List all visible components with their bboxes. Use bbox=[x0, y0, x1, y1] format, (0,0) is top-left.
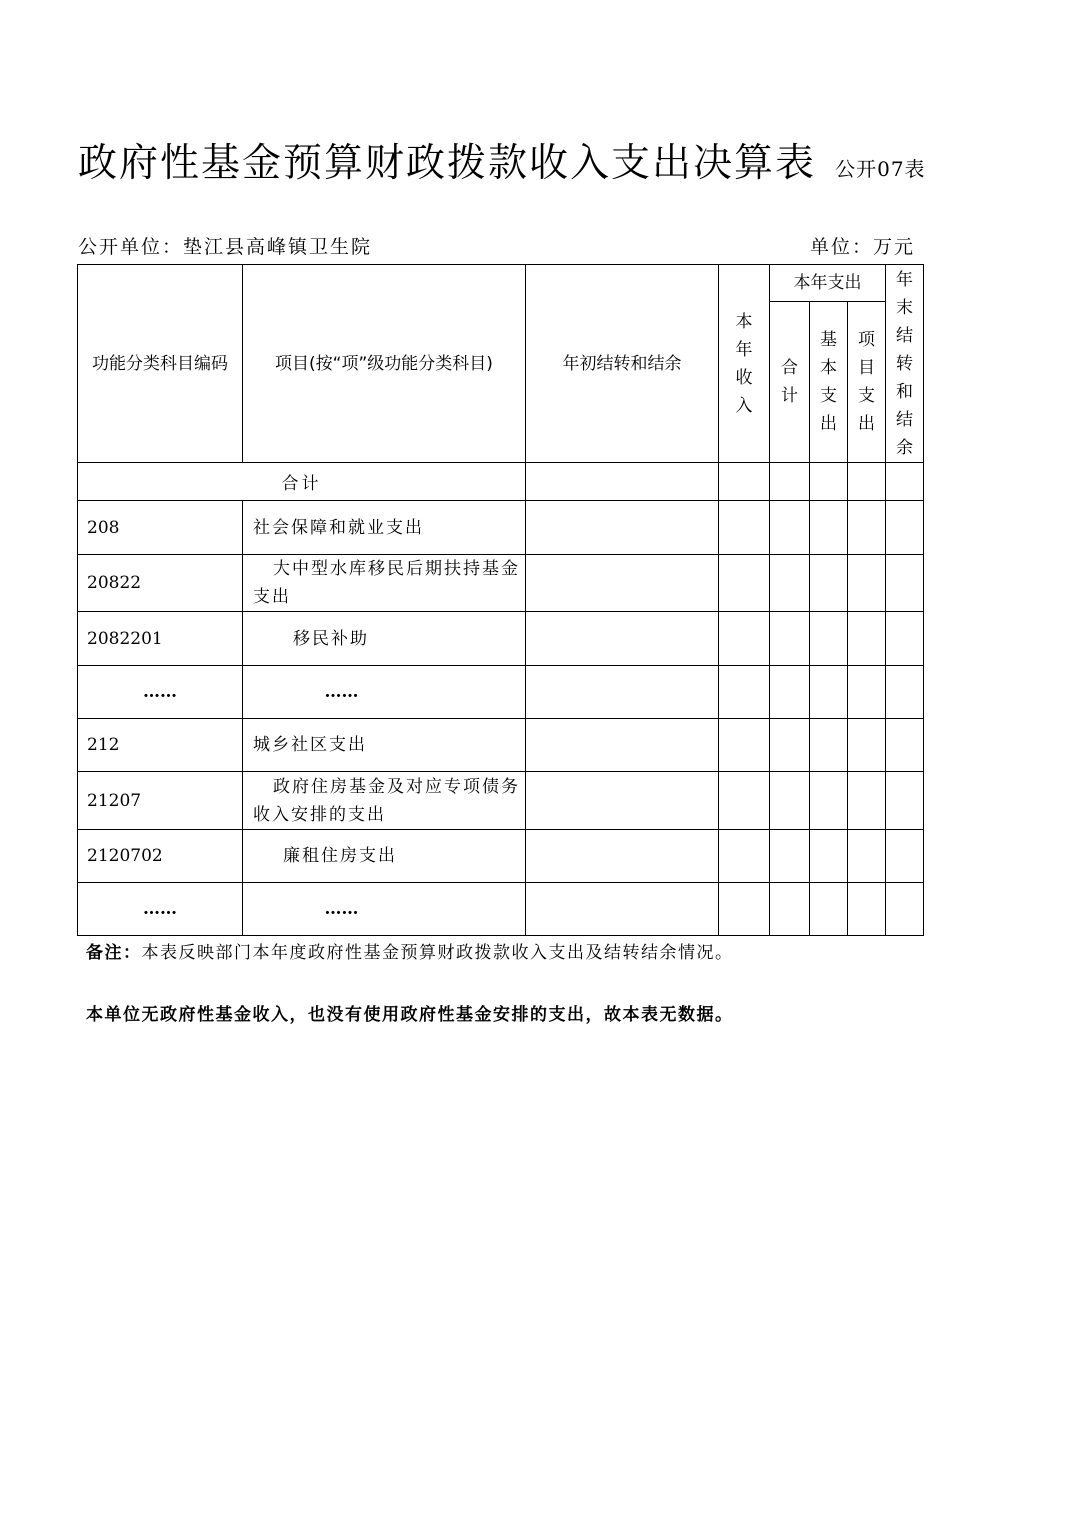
cell bbox=[526, 612, 719, 666]
cell bbox=[886, 463, 924, 501]
cell bbox=[719, 501, 770, 555]
header-expense-group: 本年支出 bbox=[770, 265, 886, 302]
row-item: …… bbox=[243, 883, 526, 936]
cell bbox=[848, 883, 886, 936]
cell bbox=[810, 830, 848, 883]
cell bbox=[848, 830, 886, 883]
cell bbox=[719, 830, 770, 883]
cell bbox=[770, 501, 810, 555]
header-closing-balance: 年 末 结 转 和 结 余 bbox=[886, 265, 924, 463]
cell bbox=[810, 501, 848, 555]
cell bbox=[886, 501, 924, 555]
no-data-statement: 本单位无政府性基金收入，也没有使用政府性基金安排的支出，故本表无数据。 bbox=[86, 1005, 734, 1025]
cell bbox=[770, 612, 810, 666]
row-item: 廉租住房支出 bbox=[243, 830, 526, 883]
header-code: 功能分类科目编码 bbox=[78, 265, 243, 463]
row-item: 社会保障和就业支出 bbox=[243, 501, 526, 555]
cell bbox=[526, 463, 719, 501]
row-code: 2120702 bbox=[78, 830, 243, 883]
cell bbox=[886, 830, 924, 883]
header-item: 项目(按“项”级功能分类科目) bbox=[243, 265, 526, 463]
cell bbox=[886, 555, 924, 612]
cell bbox=[848, 719, 886, 772]
form-number: 公开07表 bbox=[835, 157, 926, 181]
note-label: 备注： bbox=[86, 943, 142, 963]
cell bbox=[810, 555, 848, 612]
cell bbox=[810, 719, 848, 772]
cell bbox=[848, 463, 886, 501]
cell bbox=[848, 501, 886, 555]
table-note bbox=[86, 940, 756, 967]
cell bbox=[526, 830, 719, 883]
cell bbox=[848, 666, 886, 719]
cell bbox=[526, 772, 719, 830]
cell bbox=[526, 719, 719, 772]
table-row bbox=[78, 666, 924, 719]
table-row bbox=[78, 830, 924, 883]
total-row bbox=[78, 463, 924, 501]
header-expense-project: 项 目 支 出 bbox=[848, 302, 886, 463]
row-item: 城乡社区支出 bbox=[243, 719, 526, 772]
cell bbox=[848, 555, 886, 612]
cell bbox=[886, 666, 924, 719]
table-row bbox=[78, 719, 924, 772]
note-text: 本表反映部门本年度政府性基金预算财政拨款收入支出及结转结余情况。 bbox=[141, 943, 734, 963]
cell bbox=[810, 883, 848, 936]
cell bbox=[848, 772, 886, 830]
cell bbox=[810, 666, 848, 719]
header-expense-basic: 基 本 支 出 bbox=[810, 302, 848, 463]
cell bbox=[526, 501, 719, 555]
cell bbox=[770, 772, 810, 830]
header-income: 本 年 收 入 bbox=[719, 265, 770, 463]
cell bbox=[526, 555, 719, 612]
cell bbox=[719, 463, 770, 501]
row-item: 政府住房基金及对应专项债务收入安排的支出 bbox=[243, 772, 526, 830]
cell bbox=[526, 883, 719, 936]
cell bbox=[886, 772, 924, 830]
cell bbox=[770, 666, 810, 719]
cell bbox=[770, 463, 810, 501]
cell bbox=[719, 719, 770, 772]
cell bbox=[719, 555, 770, 612]
currency-unit: 单位：万元 bbox=[810, 236, 916, 258]
cell bbox=[810, 463, 848, 501]
row-code: 208 bbox=[78, 501, 243, 555]
cell bbox=[848, 612, 886, 666]
table-row bbox=[78, 772, 924, 830]
cell bbox=[770, 883, 810, 936]
row-code: 2082201 bbox=[78, 612, 243, 666]
row-code: 20822 bbox=[78, 555, 243, 612]
cell bbox=[770, 555, 810, 612]
cell bbox=[719, 612, 770, 666]
cell bbox=[719, 883, 770, 936]
total-label: 合计 bbox=[78, 463, 526, 501]
row-item: 移民补助 bbox=[243, 612, 526, 666]
row-code: 212 bbox=[78, 719, 243, 772]
row-item: …… bbox=[243, 666, 526, 719]
table-row bbox=[78, 612, 924, 666]
header-opening-balance: 年初结转和结余 bbox=[526, 265, 719, 463]
cell bbox=[719, 666, 770, 719]
cell bbox=[770, 719, 810, 772]
row-code: …… bbox=[78, 883, 243, 936]
cell bbox=[886, 719, 924, 772]
row-item: 大中型水库移民后期扶持基金支出 bbox=[243, 555, 526, 612]
cell bbox=[526, 666, 719, 719]
row-code: …… bbox=[78, 666, 243, 719]
page-title: 政府性基金预算财政拨款收入支出决算表 bbox=[78, 141, 817, 186]
table-row bbox=[78, 501, 924, 555]
header-expense-total: 合 计 bbox=[770, 302, 810, 463]
cell bbox=[886, 883, 924, 936]
row-code: 21207 bbox=[78, 772, 243, 830]
budget-table bbox=[77, 264, 924, 936]
table-row bbox=[78, 555, 924, 612]
cell bbox=[770, 830, 810, 883]
cell bbox=[719, 772, 770, 830]
title-row bbox=[78, 132, 926, 188]
cell bbox=[810, 772, 848, 830]
table-row bbox=[78, 883, 924, 936]
cell bbox=[886, 612, 924, 666]
cell bbox=[810, 612, 848, 666]
reporting-unit: 公开单位：垫江县高峰镇卫生院 bbox=[78, 236, 373, 258]
